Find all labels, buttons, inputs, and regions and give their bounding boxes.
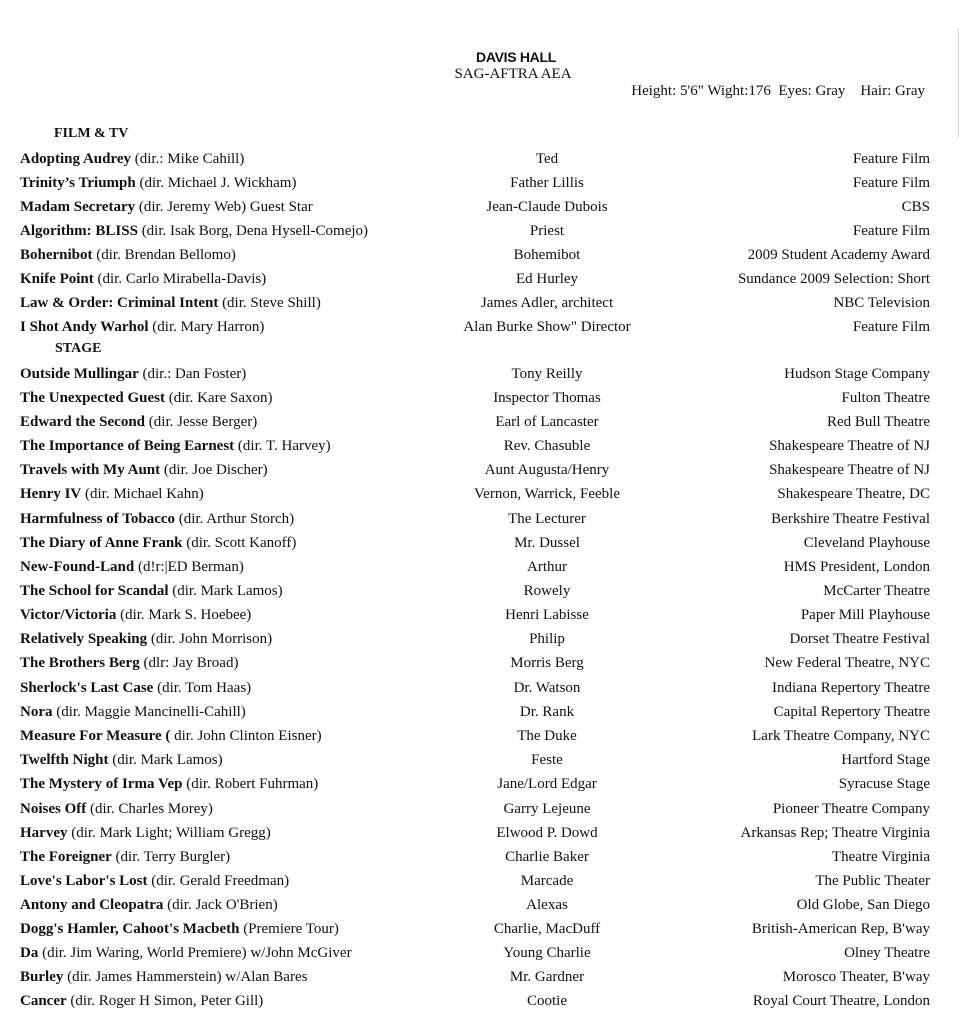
credit-role: Mr. Gardner [509,969,585,985]
production-title: Edward the Second [20,414,146,430]
credit-role: Marcade [520,873,574,889]
production-director: (dir.: Mike Cahill) [134,151,245,167]
production-director: (dir. Brendan Bellomo) [96,247,236,263]
credit-venue: Dorset Theatre Festival [789,631,930,647]
credit-venue: Old Globe, San Diego [796,897,930,913]
section-title: STAGE [55,341,102,356]
credit-role: Morris Berg [510,655,584,671]
credit-production [20,149,244,169]
credit-production [20,919,339,939]
credit-role: Rowely [523,583,571,599]
production-title: Da [20,945,39,961]
production-title: Law & Order: Criminal Intent [20,295,219,311]
credit-role: Jean-Claude Dubois [486,199,608,215]
credit-production [20,774,318,794]
production-director: (dlr: Jay Broad) [143,655,239,671]
production-director: (dir. Jim Waring, World Premiere) w/John McGiver [42,945,352,961]
credit-role: Garry Lejeune [503,801,591,817]
credit-venue: British-American Rep, B'way [751,921,930,937]
credit-row [0,269,959,291]
production-title: Victor/Victoria [20,607,117,623]
credit-production [20,364,246,384]
production-title: The Diary of Anne Frank [20,535,183,551]
credit-production [20,221,368,241]
production-title: Knife Point [20,271,94,287]
credit-row [0,678,959,700]
production-director: dir. John Clinton Eisner) [174,728,322,744]
production-title: Nora [20,704,53,720]
section-title: FILM & TV [54,126,129,141]
credit-role: The Lecturer [508,511,586,527]
production-director: (dir. Michael Kahn) [85,486,204,502]
production-director: (dir. Mark Lamos) [172,583,283,599]
credit-role: Priest [529,223,565,239]
credit-production [20,269,266,289]
production-title: Adopting Audrey [20,151,132,167]
production-title: The Brothers Berg [20,655,140,671]
production-title: Outside Mullingar [20,366,139,382]
credit-role: Tony Reilly [511,366,583,382]
credit-production [20,799,213,819]
production-title: Burley [20,969,64,985]
credit-row [0,221,959,243]
credit-venue: Paper Mill Playhouse [800,607,930,623]
credit-venue: The Public Theater [815,873,930,889]
credit-row [0,197,959,219]
production-director: (dir. Mark S. Hoebee) [120,607,252,623]
credit-role: Cootie [527,993,567,1009]
credit-production [20,197,313,217]
production-title: Algorithm: BLISS [20,223,138,239]
credit-row [0,774,959,796]
production-title: I Shot Andy Warhol [20,319,149,335]
production-director: (dir. Jesse Berger) [148,414,258,430]
credit-production [20,678,251,698]
credit-production [20,823,271,843]
production-director: (Premiere Tour) [243,921,339,937]
credit-row [0,726,959,748]
production-director: (dir. T. Harvey) [237,438,331,454]
credit-venue: Indiana Repertory Theatre [772,680,930,696]
credit-production [20,847,230,867]
production-title: Trinity’s Triumph [20,175,136,191]
credit-row [0,484,959,506]
credit-role: Bohemibot [513,247,581,263]
credit-row [0,847,959,869]
production-director: (dir. John Morrison) [150,631,273,647]
production-director: (dir. Robert Fuhrman) [186,776,319,792]
production-title: Relatively Speaking [20,631,148,647]
credit-production [20,629,272,649]
production-title: Dogg's Hamler, Cahoot's Macbeth [20,921,240,937]
credit-row [0,557,959,579]
credit-production [20,293,321,313]
production-director: (dir. Kare Saxon) [168,390,273,406]
production-title: New-Found-Land [20,559,135,575]
credit-role: Ted [535,151,559,167]
production-director: (dir. Mark Light; William Gregg) [71,825,271,841]
credit-row [0,605,959,627]
production-director: (dir. James Hammerstein) w/Alan Bares [67,969,308,985]
credit-row [0,293,959,315]
credit-venue: Berkshire Theatre Festival [771,511,930,527]
credit-production [20,895,278,915]
credit-row [0,388,959,410]
credit-role: Vernon, Warrick, Feeble [474,486,620,502]
credit-venue: Shakespeare Theatre, DC [777,486,930,502]
production-title: The Mystery of Irma Vep [20,776,183,792]
credit-venue: Shakespeare Theatre of NJ [769,438,930,454]
credit-row [0,653,959,675]
credit-role: Alexas [526,897,568,913]
production-title: The School for Scandal [20,583,169,599]
credit-role: The Duke [517,728,577,744]
credit-role: Mr. Dussel [514,535,580,551]
credit-row [0,245,959,267]
production-director: (dir. Charles Morey) [90,801,213,817]
credit-row [0,702,959,724]
credit-row [0,581,959,603]
credit-venue: 2009 Student Academy Award [747,247,930,263]
credit-production [20,509,294,529]
credit-role: Jane/Lord Edgar [497,776,597,792]
credit-row [0,750,959,772]
credit-production [20,460,268,480]
credit-production [20,943,352,963]
credit-role: Dr. Watson [513,680,581,696]
production-director: (dir. Steve Shill) [222,295,321,311]
credit-row [0,149,959,171]
credit-row [0,533,959,555]
credit-role: Henri Labisse [505,607,589,623]
credit-production [20,581,283,601]
credit-row [0,173,959,195]
credit-role: Young Charlie [503,945,591,961]
credit-venue: Syracuse Stage [838,776,930,792]
production-title: Love's Labor's Lost [20,873,148,889]
credit-venue: New Federal Theatre, NYC [764,655,930,671]
credit-role: Feste [531,752,563,768]
production-title: Cancer [20,993,67,1009]
credit-venue: Shakespeare Theatre of NJ [769,462,930,478]
union-affiliations: SAG-AFTRA AEA [454,66,572,82]
credit-venue: Morosco Theater, B'way [782,969,930,985]
credit-row [0,799,959,821]
credit-role: Aunt Augusta/Henry [484,462,610,478]
credit-venue: Sundance 2009 Selection: Short [737,271,930,287]
credit-row [0,436,959,458]
production-director: (dir. Scott Kanoff) [186,535,297,551]
credit-row [0,991,959,1013]
production-title: Travels with My Aunt [20,462,161,478]
credit-venue: Cleveland Playhouse [803,535,930,551]
production-director: (dir. Mary Harron) [152,319,265,335]
credit-venue: Feature Film [852,151,930,167]
credit-production [20,967,307,987]
credit-production [20,412,257,432]
credit-role: Philip [529,631,565,647]
credit-production [20,653,238,673]
credit-role: Ed Hurley [515,271,579,287]
credit-venue: Feature Film [852,223,930,239]
production-title: Sherlock's Last Case [20,680,154,696]
production-director: (dir. Maggie Mancinelli-Cahill) [56,704,246,720]
production-title: Bohernibot [20,247,93,263]
production-director: (dir. Joe Discher) [163,462,268,478]
credit-venue: Red Bull Theatre [826,414,930,430]
credit-venue: Hartford Stage [841,752,930,768]
production-title: Measure For Measure ( [20,728,171,744]
credit-venue: Capital Repertory Theatre [773,704,930,720]
credit-production [20,388,272,408]
credit-production [20,557,244,577]
credit-venue: Arkansas Rep; Theatre Virginia [740,825,930,841]
production-title: The Foreigner [20,849,112,865]
credit-row [0,509,959,531]
credit-row [0,823,959,845]
production-title: Harmfulness of Tobacco [20,511,176,527]
credit-role: Inspector Thomas [493,390,601,406]
production-director: (dir. Mark Lamos) [112,752,223,768]
physical-stats: Height: 5'6" Wight:176 Eyes: Gray Hair: Gray [631,83,925,99]
credit-role: Elwood P. Dowd [496,825,598,841]
credit-row [0,412,959,434]
production-title: Noises Off [20,801,87,817]
credit-production [20,702,246,722]
production-director: (dir. Isak Borg, Dena Hysell-Comejo) [141,223,369,239]
production-director: (dir.: Dan Foster) [142,366,247,382]
credit-role: Earl of Lancaster [495,414,599,430]
credit-production [20,436,331,456]
production-title: Harvey [20,825,68,841]
credit-row [0,919,959,941]
credit-row [0,364,959,386]
credit-row [0,317,959,339]
credit-row [0,460,959,482]
credit-role: Father Lillis [510,175,584,191]
credit-row [0,871,959,893]
credit-production [20,605,251,625]
production-title: Henry IV [20,486,82,502]
credit-venue: Lark Theatre Company, NYC [752,728,930,744]
credit-role: Arthur [527,559,567,575]
actor-name: DAVIS HALL [476,49,556,65]
production-director: (dir. Gerald Freedman) [151,873,290,889]
credit-role: Alan Burke Show" Director [463,319,631,335]
production-title: The Importance of Being Earnest [20,438,235,454]
production-director: (dir. Jeremy Web) Guest Star [138,199,313,215]
credit-venue: Royal Court Theatre, London [752,993,930,1009]
credit-venue: Olney Theatre [844,945,930,961]
credit-venue: McCarter Theatre [823,583,930,599]
production-director: (d!r:|ED Berman) [137,559,244,575]
credit-venue: Feature Film [852,319,930,335]
credit-row [0,629,959,651]
credit-role: Charlie, MacDuff [493,921,601,937]
production-title: Antony and Cleopatra [20,897,164,913]
production-director: (dir. Arthur Storch) [178,511,295,527]
credit-venue: Pioneer Theatre Company [772,801,930,817]
credit-row [0,943,959,965]
credit-production [20,317,264,337]
credit-production [20,173,296,193]
credit-production [20,991,263,1011]
production-director: (dir. Terry Burgler) [115,849,231,865]
credit-venue: Fulton Theatre [841,390,930,406]
production-director: (dir. Tom Haas) [157,680,252,696]
credit-role: James Adler, architect [480,295,614,311]
credit-venue: NBC Television [833,295,930,311]
credit-venue: HMS President, London [783,559,930,575]
credit-row [0,895,959,917]
production-director: (dir. Carlo Mirabella-Davis) [97,271,267,287]
credit-production [20,726,322,746]
credit-venue: CBS [901,199,930,215]
production-title: Twelfth Night [20,752,109,768]
production-title: Madam Secretary [20,199,136,215]
production-director: (dir. Michael J. Wickham) [139,175,297,191]
credit-venue: Theatre Virginia [831,849,930,865]
credit-row [0,967,959,989]
credit-role: Rev. Chasuble [503,438,591,454]
credit-venue: Hudson Stage Company [784,366,930,382]
credit-production [20,871,289,891]
credit-production [20,533,296,553]
credit-production [20,750,223,770]
credit-venue: Feature Film [852,175,930,191]
credit-role: Charlie Baker [505,849,589,865]
production-director: (dir. Roger H Simon, Peter Gill) [70,993,264,1009]
credit-production [20,245,236,265]
production-director: (dir. Jack O'Brien) [167,897,278,913]
production-title: The Unexpected Guest [20,390,165,406]
credit-production [20,484,204,504]
credit-role: Dr. Rank [519,704,575,720]
